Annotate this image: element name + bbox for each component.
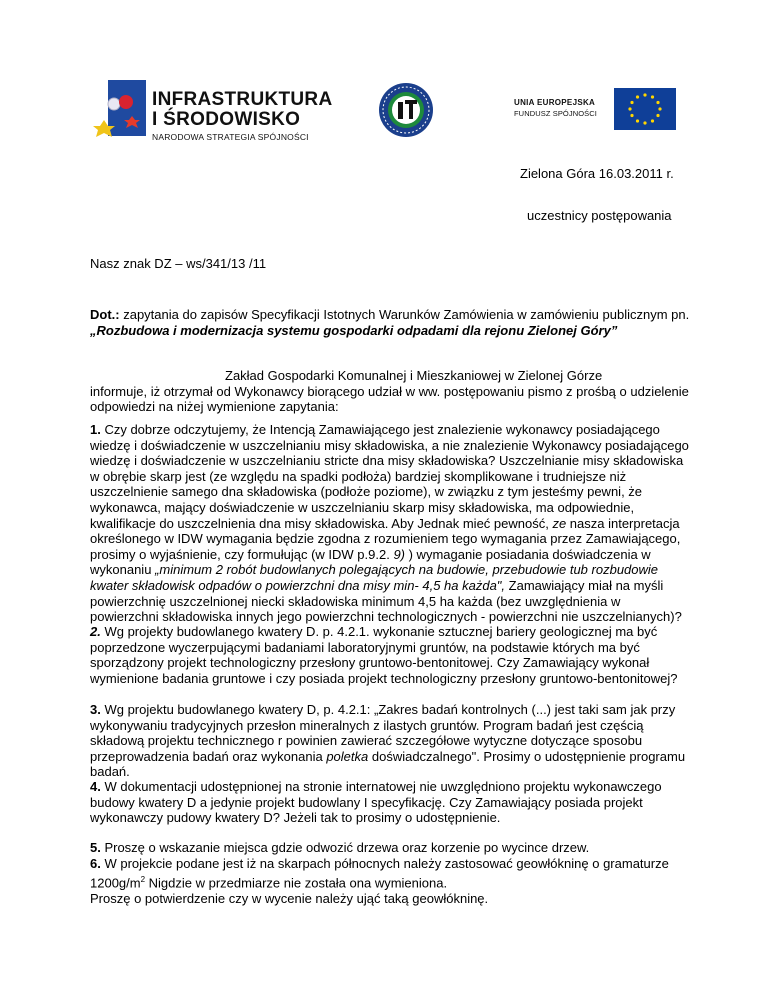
question-3: 3. Wg projektu budowlanego kwatery D, p. 4.2.1: „Zakres badań kontrolnych (...) jest taki sam jak przy wykonywaniu tradycyjnych przesłon mineralnych z ilastych gruntów. Program badań jest częścią składową projektu technicznego r powinien zawierać szczegółowe wytyczne dotyczące sposobu przeprowadzenia badań oraz wykonania poletka doświadczalnego". Prosimy o udostępnienie programu badań. bbox=[90, 702, 686, 780]
question-5: 5. Proszę o wskazanie miejsca gdzie odwozić drzewa oraz korzenie po wycince drzew. bbox=[90, 840, 590, 855]
logo-subtitle: NARODOWA STRATEGIA SPÓJNOŚCI bbox=[152, 132, 309, 142]
reference-number: Nasz znak DZ – ws/341/13 /11 bbox=[90, 256, 267, 271]
recipient: uczestnicy postępowania bbox=[527, 208, 672, 223]
subject bbox=[90, 307, 690, 338]
place-date: Zielona Góra 16.03.2011 r. bbox=[520, 166, 674, 181]
question-number: 5. bbox=[90, 840, 101, 855]
question-number: 4. bbox=[90, 779, 101, 794]
logo-eu bbox=[514, 88, 679, 132]
question-number: 6. bbox=[90, 856, 101, 871]
logo-line2: I ŚRODOWISKO bbox=[152, 109, 301, 130]
intro bbox=[90, 368, 690, 415]
logo-line1: INFRASTRUKTURA bbox=[152, 89, 333, 110]
infrastruktura-stars-icon bbox=[92, 80, 148, 140]
question-4: 4. W dokumentacji udostępnionej na stronie internatowej nie uwzględniono projektu wykonawczego budowy kwatery D a jedynie projekt budowlany I specyfikację. Czy Zamawiający posiada projekt wykonawczy pudowy kwatery D? Jeżeli tak to prosimy o udostępnienie. bbox=[90, 779, 662, 826]
logo-it-emblem bbox=[378, 82, 434, 138]
eu-title: UNIA EUROPEJSKA bbox=[514, 98, 596, 107]
it-emblem-icon bbox=[378, 82, 434, 138]
question-number: 1. bbox=[90, 422, 101, 437]
intro-rest: informuje, iż otrzymał od Wykonawcy biorącego udział w ww. postępowaniu pismo z prośbą o udzielenie odpowiedzi na niżej wymienione zapytania: bbox=[90, 383, 689, 415]
question-6: 6. W projekcie podane jest iż na skarpach północnych należy zastosować geowłókninę o gramaturze $1200g/m^2$ Nigdzie w przedmiarze nie została ona wymieniona. Proszę o potwierdzenie czy w wycenie należy ująć taką geowłókninę. bbox=[90, 856, 669, 906]
question-1: 1. Czy dobrze odczytujemy, że Intencją Zamawiającego jest znalezienie wykonawcy posiadającego wiedzę i doświadczenie w uszczelnianiu misy składowiska, a nie znalezienie Wykonawcy posiadającego wiedzę i doświadczenie w uszczelnianiu stricte dna misy składowiska? Uszczelnianie misy składowiska w obrębie skarp jest (ze względu na spadki podłoża) bardziej skomplikowane i trudniejsze niż uszczelnienie samego dna składowiska (podłoże poziome), w związku z tym jesteśmy pewni, że wykonawca, mający doświadczenie w uszczelnianiu skarp misy składowiska, ma odpowiednie, kwalifikacje do uszczelnienia dna misy składowiska. Aby Jednak mieć pewność, ze nasza interpretacja określonego w IDW wymagania będzie zgodna z rozumieniem tego wymagania przez Zamawiającego, prosimy o wyjaśnienie, czy formułując (w IDW p.9.2. 9) ) wymaganie posiadania doświadczenia w wykonaniu „minimum 2 robót budowlanych polegających na budowie, przebudowie tub rozbudowie kwater składowisk odpadów o powierzchni dna misy min- 4,5 ha każda", Zamawiający miał na myśli powierzchnię uszczelnionej niecki składowiska minimum 4,5 ha każda (bez uwzględnienia w powierzchni składowiska innych jego powierzchni technologicznych - powierzchni nie uszczelnianych)? bbox=[90, 422, 689, 625]
question-number: 3. bbox=[90, 702, 101, 717]
subject-text: zapytania do zapisów Specyfikacji Istotnych Warunków Zamówienia w zamówieniu publicznym pn. bbox=[119, 307, 690, 322]
eu-subtitle: FUNDUSZ SPÓJNOŚCI bbox=[514, 109, 597, 118]
question-2: 2. Wg projekty budowlanego kwatery D. p. 4.2.1. wykonanie sztucznej bariery geologicznej ma być poprzedzone wyczerpującymi badaniami laboratoryjnymi gruntów, na podstawie których ma być sporządzony projekt technologiczny przesłony gruntowo-bentonitowej. Czy Zamawiający wykonał wymienione badania gruntowe i czy posiada projekt technologiczny przesłony gruntowo-bentonitowej? bbox=[90, 624, 678, 686]
logo-infrastruktura bbox=[92, 80, 333, 142]
subject-label: Dot.: bbox=[90, 307, 120, 322]
eu-flag-icon bbox=[614, 88, 676, 130]
intro-line1: Zakład Gospodarki Komunalnej i Mieszkaniowej w Zielonej Górze bbox=[225, 368, 603, 383]
subject-title: „Rozbudowa i modernizacja systemu gospodarki odpadami dla rejonu Zielonej Góry” bbox=[90, 322, 618, 338]
question-number: 2. bbox=[90, 624, 101, 639]
